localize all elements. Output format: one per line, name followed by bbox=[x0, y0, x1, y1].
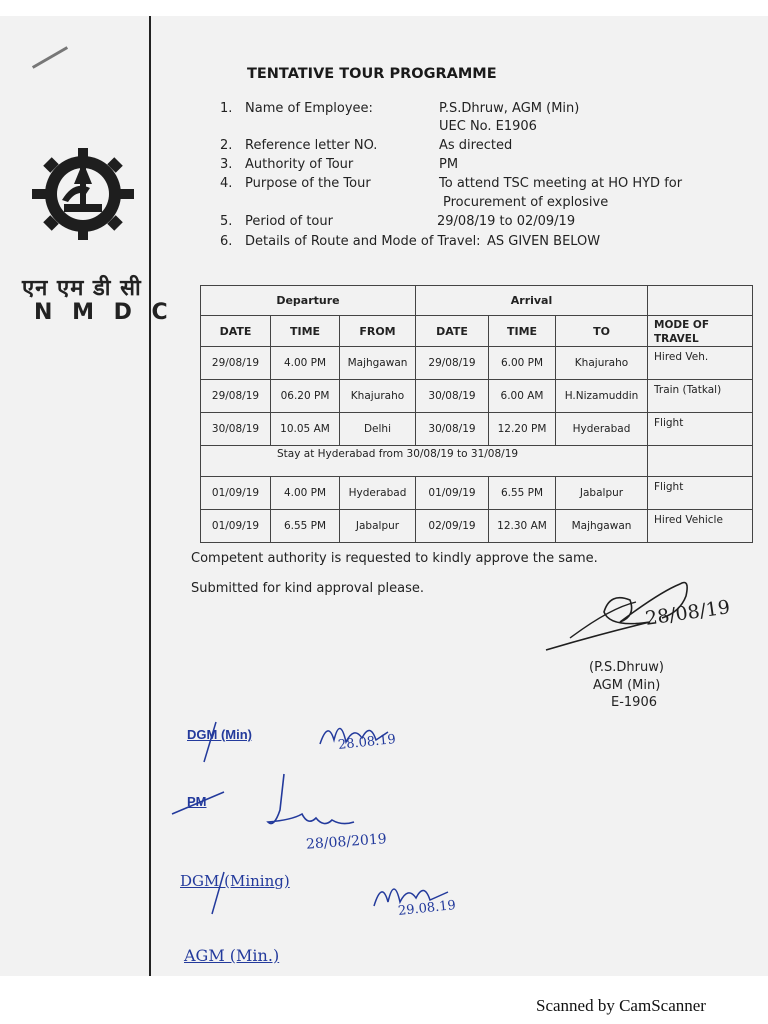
column-header: MODE OF TRAVEL bbox=[648, 316, 753, 347]
departure-header: Departure bbox=[201, 286, 416, 316]
signatory-name: (P.S.Dhruw) bbox=[589, 660, 664, 675]
table-cell: Majhgawan bbox=[556, 510, 648, 543]
field-value: 29/08/19 to 02/09/19 bbox=[437, 214, 576, 229]
table-cell: Hired Vehicle bbox=[648, 510, 753, 543]
closing-line-1: Competent authority is requested to kindly approve the same. bbox=[191, 551, 598, 566]
table-cell: Flight bbox=[648, 477, 753, 510]
approval-date: 28.08.19 bbox=[337, 732, 397, 753]
column-header: TIME bbox=[271, 316, 340, 347]
table-cell: Hyderabad bbox=[340, 477, 416, 510]
table-row bbox=[201, 510, 753, 543]
table-cell: Train (Tatkal) bbox=[648, 380, 753, 413]
table-row bbox=[201, 477, 753, 510]
column-header: TIME bbox=[489, 316, 556, 347]
table-cell: 01/09/19 bbox=[201, 477, 271, 510]
field-num: 1. bbox=[220, 101, 233, 116]
table-cell: Khajuraho bbox=[556, 347, 648, 380]
table-cell: 12.20 PM bbox=[489, 413, 556, 446]
approval-date: 28/08/2019 bbox=[305, 831, 388, 853]
pen-mark bbox=[32, 46, 68, 69]
field-label: Name of Employee: bbox=[245, 101, 373, 116]
field-value-2: UEC No. E1906 bbox=[439, 119, 537, 134]
table-cell: 4.00 PM bbox=[271, 347, 340, 380]
table-cell: 30/08/19 bbox=[416, 413, 489, 446]
field-label: Authority of Tour bbox=[245, 157, 354, 172]
org-name: N M D C bbox=[34, 300, 174, 325]
margin-rule bbox=[149, 16, 151, 976]
blank-header bbox=[648, 286, 753, 316]
field-label: Purpose of the Tour bbox=[245, 176, 371, 191]
table-cell: 4.00 PM bbox=[271, 477, 340, 510]
table-cell: Delhi bbox=[340, 413, 416, 446]
approver-role: PM bbox=[187, 794, 207, 809]
table-cell: 6.55 PM bbox=[271, 510, 340, 543]
table-cell: 30/08/19 bbox=[201, 413, 271, 446]
approval-stroke bbox=[206, 870, 230, 916]
field-num: 4. bbox=[220, 176, 233, 191]
stay-row bbox=[201, 446, 753, 477]
table-cell: 02/09/19 bbox=[416, 510, 489, 543]
table-row bbox=[201, 380, 753, 413]
field-num: 2. bbox=[220, 138, 233, 153]
table-cell: Jabalpur bbox=[340, 510, 416, 543]
signature-date: 28/08/19 bbox=[643, 596, 732, 630]
field-label: Reference letter NO. bbox=[245, 138, 378, 153]
table-cell: 12.30 AM bbox=[489, 510, 556, 543]
field-value-2: Procurement of explosive bbox=[443, 195, 609, 210]
field-value: To attend TSC meeting at HO HYD for bbox=[439, 176, 683, 191]
arrival-header: Arrival bbox=[416, 286, 648, 316]
field-label: Details of Route and Mode of Travel: bbox=[245, 234, 481, 249]
approver-role: DGM (Min) bbox=[187, 727, 252, 742]
approver-role: AGM (Min.) bbox=[184, 946, 280, 965]
approval-stroke bbox=[200, 720, 220, 764]
field-num: 3. bbox=[220, 157, 233, 172]
table-cell: 30/08/19 bbox=[416, 380, 489, 413]
table-cell: 6.00 PM bbox=[489, 347, 556, 380]
table-cell: Flight bbox=[648, 413, 753, 446]
table-cell: H.Nizamuddin bbox=[556, 380, 648, 413]
signatory-designation: AGM (Min) bbox=[593, 678, 661, 693]
page-title: TENTATIVE TOUR PROGRAMME bbox=[247, 66, 497, 82]
table-cell: Majhgawan bbox=[340, 347, 416, 380]
closing-line-2: Submitted for kind approval please. bbox=[191, 581, 424, 596]
table-cell: Khajuraho bbox=[340, 380, 416, 413]
approval-date: 29.08.19 bbox=[397, 898, 457, 919]
field-num: 6. bbox=[220, 234, 233, 249]
field-value: PM bbox=[439, 157, 459, 172]
table-cell: 29/08/19 bbox=[416, 347, 489, 380]
column-header: FROM bbox=[340, 316, 416, 347]
table-cell: 01/09/19 bbox=[201, 510, 271, 543]
column-header: DATE bbox=[201, 316, 271, 347]
column-header: DATE bbox=[416, 316, 489, 347]
table-cell: 29/08/19 bbox=[201, 347, 271, 380]
table-cell: 10.05 AM bbox=[271, 413, 340, 446]
field-value: AS GIVEN BELOW bbox=[487, 234, 601, 249]
table-cell: Jabalpur bbox=[556, 477, 648, 510]
nmdc-logo bbox=[24, 144, 142, 242]
table-cell: 6.00 AM bbox=[489, 380, 556, 413]
table-cell: 29/08/19 bbox=[201, 380, 271, 413]
table-row bbox=[201, 347, 753, 380]
field-label: Period of tour bbox=[245, 214, 333, 229]
table-cell: Hyderabad bbox=[556, 413, 648, 446]
route-table bbox=[200, 285, 753, 543]
approval-stroke bbox=[170, 786, 230, 816]
approver-role: DGM (Mining) bbox=[180, 872, 290, 890]
pm-signature bbox=[262, 770, 362, 840]
table-cell bbox=[648, 446, 753, 477]
column-header: TO bbox=[556, 316, 648, 347]
field-value: As directed bbox=[439, 138, 513, 153]
table-cell: 6.55 PM bbox=[489, 477, 556, 510]
signatory-code: E-1906 bbox=[611, 695, 657, 710]
table-cell: 01/09/19 bbox=[416, 477, 489, 510]
field-value: P.S.Dhruw, AGM (Min) bbox=[439, 101, 580, 116]
table-cell: Hired Veh. bbox=[648, 347, 753, 380]
field-num: 5. bbox=[220, 214, 233, 229]
table-row bbox=[201, 413, 753, 446]
org-hindi-name: एन एम डी सी bbox=[22, 276, 142, 301]
scanner-footer: Scanned by CamScanner bbox=[536, 996, 706, 1015]
stay-text: Stay at Hyderabad from 30/08/19 to 31/08/19 bbox=[201, 446, 648, 477]
table-cell: 06.20 PM bbox=[271, 380, 340, 413]
